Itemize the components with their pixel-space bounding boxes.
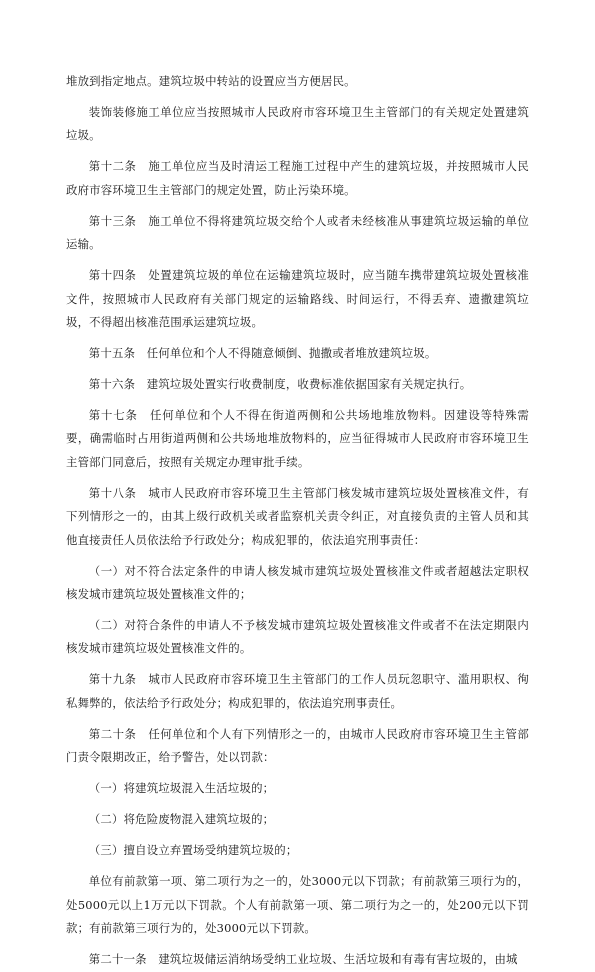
article-18: 第十八条 城市人民政府市容环境卫生主管部门核发城市建筑垃圾处置核准文件，有下列情形之一的，由其上级行政机关或者监察机关责令纠正，对直接负责的主管人员和其他直接责任人员依法给予行政处分；构成犯罪的，依法追究刑事责任： [66, 485, 529, 547]
paragraph-decoration-units: 装饰装修施工单位应当按照城市人民政府市容环境卫生主管部门的有关规定处置建筑垃圾。 [66, 105, 529, 143]
article-12: 第十二条 施工单位应当及时清运工程施工过程中产生的建筑垃圾，并按照城市人民政府市容环境卫生主管部门的规定处置，防止污染环境。 [66, 159, 529, 197]
article-20-item-1: （一）将建筑垃圾混入生活垃圾的； [88, 781, 275, 796]
article-14: 第十四条 处置建筑垃圾的单位在运输建筑垃圾时，应当随车携带建筑垃圾处置核准文件，按照城市人民政府有关部门规定的运输路线、时间运行，不得丢弃、遗撒建筑垃圾，不得超出核准范围承运建筑垃圾。 [66, 268, 529, 330]
article-19: 第十九条 城市人民政府市容环境卫生主管部门的工作人员玩忽职守、滥用职权、徇私舞弊的，依法给予行政处分；构成犯罪的，依法追究刑事责任。 [66, 672, 529, 710]
paragraph-continuation: 堆放到指定地点。建筑垃圾中转站的设置应当方便居民。 [66, 74, 356, 88]
article-20-penalties: 单位有前款第一项、第二项行为之一的，处3000元以下罚款；有前款第三项行为的，处5000元以上1万元以下罚款。个人有前款第一项、第二项行为之一的，处200元以下罚款；有前款第三项行为的，处3000元以下罚款。 [66, 874, 529, 936]
article-15: 第十五条 任何单位和个人不得随意倾倒、抛撒或者堆放建筑垃圾。 [88, 346, 437, 361]
article-13: 第十三条 施工单位不得将建筑垃圾交给个人或者未经核准从事建筑垃圾运输的单位运输。 [66, 213, 529, 252]
article-21: 第二十一条 建筑垃圾储运消纳场受纳工业垃圾、生活垃圾和有毒有害垃圾的，由城 [88, 952, 518, 967]
article-16: 第十六条 建筑垃圾处置实行收费制度，收费标准依据国家有关规定执行。 [88, 377, 472, 392]
article-20-item-3: （三）擅自设立弃置场受纳建筑垃圾的； [88, 843, 298, 858]
article-17: 第十七条 任何单位和个人不得在街道两侧和公共场地堆放物料。因建设等特殊需要，确需临时占用街道两侧和公共场地堆放物料的，应当征得城市人民政府市容环境卫生主管部门同意后，按照有关规定办理审批手续。 [66, 408, 529, 469]
article-20-item-2: （二）将危险废物混入建筑垃圾的； [88, 812, 275, 827]
article-18-item-1: （一）对不符合法定条件的申请人核发城市建筑垃圾处置核准文件或者超越法定职权核发城市建筑垃圾处置核准文件的； [66, 563, 529, 602]
article-18-item-2: （二）对符合条件的申请人不予核发城市建筑垃圾处置核准文件或者不在法定期限内核发城市建筑垃圾处置核准文件的。 [66, 618, 529, 656]
article-20: 第二十条 任何单位和个人有下列情形之一的，由城市人民政府市容环境卫生主管部门责令限期改正，给予警告，处以罚款： [66, 726, 529, 765]
